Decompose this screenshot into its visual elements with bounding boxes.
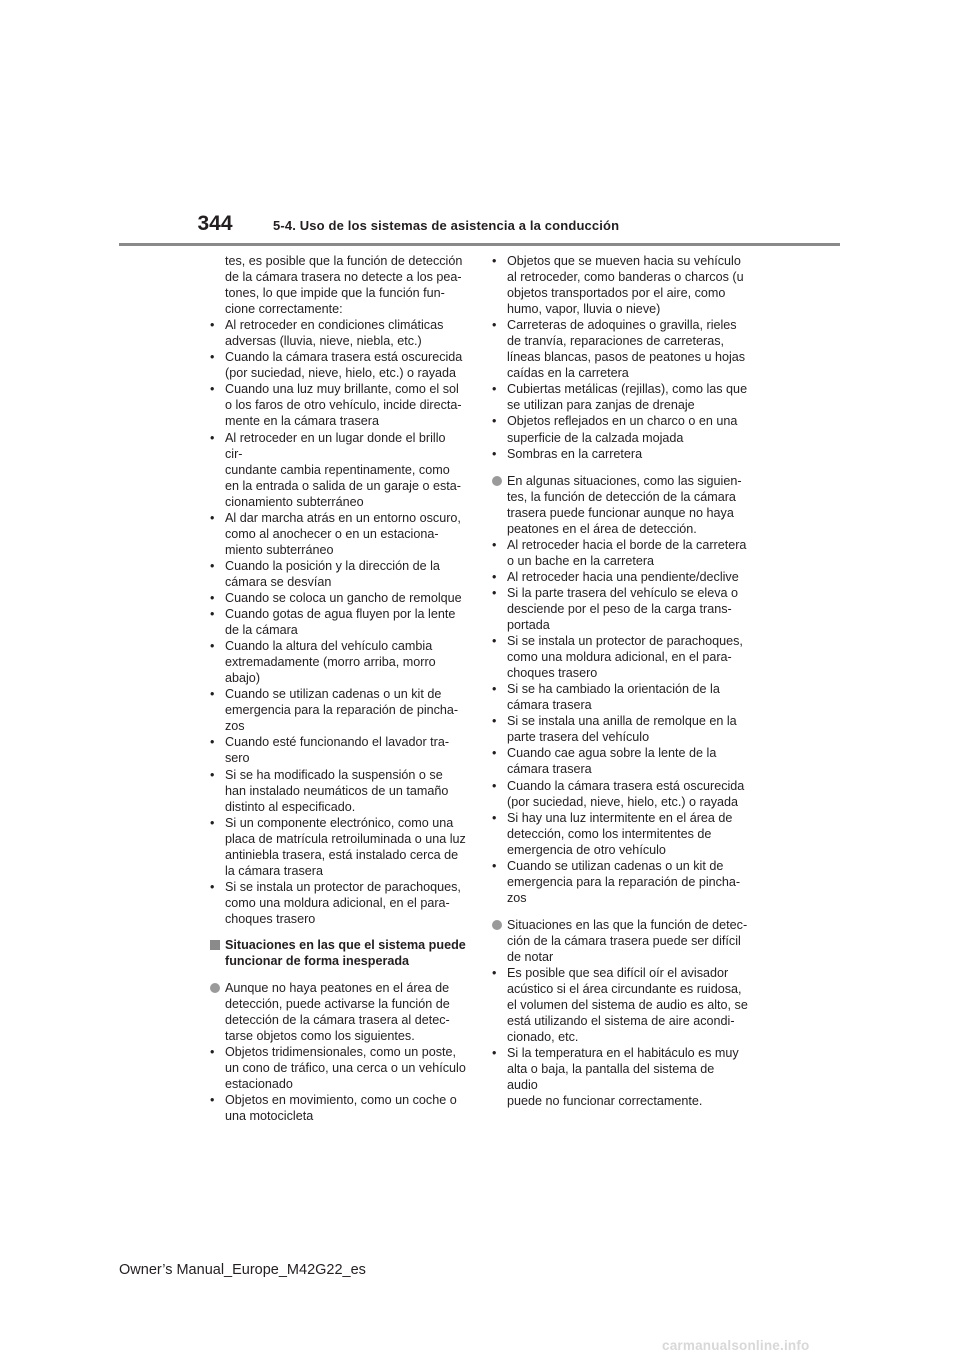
text-line: una motocicleta <box>225 1109 314 1124</box>
text-line: Cuando se coloca un gancho de remolque <box>225 590 462 605</box>
bullet-dot-icon: • <box>492 858 497 873</box>
text-line: o un bache en la carretera <box>507 553 655 568</box>
text-line: Si hay una luz intermitente en el área de <box>507 810 733 825</box>
list-item <box>492 681 748 713</box>
text-line: Objetos reflejados en un charco o en una <box>507 414 738 429</box>
list-item <box>492 537 748 569</box>
text-line: trasera puede funcionar aunque no haya <box>507 505 734 520</box>
bullet-dot-icon: • <box>210 1045 215 1060</box>
bullet-dot-icon: • <box>492 537 497 552</box>
text-line: emergencia para la reparación de pincha- <box>507 874 741 889</box>
text-line: la cámara trasera <box>225 863 323 878</box>
text-line: sero <box>225 751 250 766</box>
text-line: han instalado neumáticos de un tamaño <box>225 783 449 798</box>
bullet-dot-icon: • <box>210 558 215 573</box>
left-column <box>210 253 466 1124</box>
page-header <box>0 0 960 250</box>
text-line: Al retroceder en condiciones climáticas <box>225 318 444 333</box>
bullet-dot-icon: • <box>210 607 215 622</box>
text-line: como al anochecer o en un estaciona- <box>225 526 439 541</box>
text-line: Al retroceder hacia una pendiente/declive <box>507 569 739 584</box>
bullet-dot-icon: • <box>492 382 497 397</box>
circle-bullet-icon <box>492 476 502 486</box>
text-line: detección de la cámara trasera al detec- <box>225 1013 450 1028</box>
header-divider <box>119 243 840 246</box>
list-item <box>492 317 748 381</box>
text-line: emergencia de otro vehículo <box>507 842 666 857</box>
text-line: líneas blancas, pasos de peatones u hojas <box>507 350 746 365</box>
circle-item <box>210 980 466 1044</box>
circle-bullet-icon <box>210 983 220 993</box>
text-line: Sombras en la carretera <box>507 446 643 461</box>
circle-item <box>492 473 748 537</box>
text-line: emergencia para la reparación de pincha- <box>225 703 459 718</box>
text-line: humo, vapor, lluvia o nieve) <box>507 302 661 317</box>
text-line: mente en la cámara trasera <box>225 414 379 429</box>
text-line: detección, como los intermitentes de <box>507 826 712 841</box>
text-line: Si la parte trasera del vehículo se eleva o <box>507 585 739 600</box>
text-line: en la entrada o salida de un garaje o esta- <box>225 478 461 493</box>
bullet-list <box>210 317 466 927</box>
bullet-dot-icon: • <box>492 254 497 268</box>
text-line: cionado, etc. <box>507 1030 579 1045</box>
text-line: cámara trasera <box>507 762 592 777</box>
text-line: Objetos tridimensionales, como un poste, <box>225 1045 457 1060</box>
text-line: tones, lo que impide que la función fun- <box>225 286 445 301</box>
text-line: Al retroceder en un lugar donde el brillo cir- <box>225 430 446 461</box>
bullet-dot-icon: • <box>210 430 215 445</box>
list-item <box>492 569 748 585</box>
text-line: antiniebla trasera, está instalado cerca de <box>225 847 459 862</box>
bullet-dot-icon: • <box>492 1046 497 1061</box>
text-line: extremadamente (morro arriba, morro <box>225 655 436 670</box>
text-line: al retroceder, como banderas o charcos (u <box>507 270 744 285</box>
bullet-dot-icon: • <box>492 778 497 793</box>
text-line: adversas (lluvia, nieve, niebla, etc.) <box>225 334 422 349</box>
text-line: zos <box>225 719 245 734</box>
list-item <box>492 713 748 745</box>
text-line: como una moldura adicional, en el para- <box>507 650 732 665</box>
text-line: (por suciedad, nieve, hielo, etc.) o rayada <box>225 366 457 381</box>
text-line: como una moldura adicional, en el para- <box>225 895 450 910</box>
bullet-dot-icon: • <box>210 510 215 525</box>
text-line: Si se ha modificado la suspensión o se <box>225 767 443 782</box>
list-item <box>492 858 748 906</box>
bullet-list <box>492 965 748 1109</box>
text-line: En algunas situaciones, como las siguien- <box>507 473 742 488</box>
bullet-dot-icon: • <box>492 634 497 649</box>
list-item <box>492 810 748 858</box>
text-line: peatones en el área de detección. <box>507 521 697 536</box>
list-item <box>492 381 748 413</box>
text-line: placa de matrícula retroiluminada o una luz <box>225 831 466 846</box>
text-line: o los faros de otro vehículo, incide directa- <box>225 398 462 413</box>
text-line: Cuando cae agua sobre la lente de la <box>507 746 717 761</box>
list-item <box>210 815 466 879</box>
list-item <box>210 381 466 429</box>
text-line: alta o baja, la pantalla del sistema de audio <box>507 1062 715 1093</box>
list-item <box>210 430 466 510</box>
text-line: cámara se desvían <box>225 574 332 589</box>
text-line: Objetos que se mueven hacia su vehículo <box>507 254 741 268</box>
page-number: 344 <box>197 212 233 235</box>
text-line: Carreteras de adoquines o gravilla, rieles <box>507 318 737 333</box>
text-line: parte trasera del vehículo <box>507 730 650 745</box>
bullet-dot-icon: • <box>492 714 497 729</box>
square-bullet-icon <box>210 940 220 950</box>
text-line: desciende por el peso de la carga trans- <box>507 601 732 616</box>
list-item <box>210 558 466 590</box>
section-title: 5-4. Uso de los sistemas de asistencia a la conducción <box>273 218 620 233</box>
text-line: Si se ha cambiado la orientación de la <box>507 682 720 697</box>
list-item <box>492 778 748 810</box>
text-line: Si la temperatura en el habitáculo es muy <box>507 1046 739 1061</box>
list-item <box>492 633 748 681</box>
bullet-dot-icon: • <box>492 446 497 461</box>
right-column <box>492 253 748 1109</box>
text-line: (por suciedad, nieve, hielo, etc.) o rayada <box>507 794 739 809</box>
text-line: Situaciones en las que el sistema puede <box>225 937 466 952</box>
list-item <box>210 767 466 815</box>
text-line: Cuando una luz muy brillante, como el sol <box>225 382 459 397</box>
list-item <box>492 413 748 445</box>
bullet-dot-icon: • <box>210 767 215 782</box>
text-line: de notar <box>507 949 554 964</box>
bullet-dot-icon: • <box>492 810 497 825</box>
text-line: detección, puede activarse la función de <box>225 997 450 1012</box>
list-item <box>210 734 466 766</box>
text-line: Cuando gotas de agua fluyen por la lente <box>225 607 456 622</box>
text-line: cionamiento subterráneo <box>225 494 364 509</box>
bullet-dot-icon: • <box>210 318 215 333</box>
section-heading <box>210 937 466 969</box>
intro-paragraph <box>210 253 466 317</box>
circle-item <box>492 917 748 965</box>
bullet-dot-icon: • <box>492 585 497 600</box>
bullet-dot-icon: • <box>492 414 497 429</box>
list-item <box>210 349 466 381</box>
text-line: Si se instala una anilla de remolque en la <box>507 714 737 729</box>
text-line: Cuando la cámara trasera está oscurecida <box>225 350 463 365</box>
bullet-dot-icon: • <box>492 746 497 761</box>
text-line: Aunque no haya peatones en el área de <box>225 981 450 996</box>
text-line: cámara trasera <box>507 698 592 713</box>
text-line: Cuando la altura del vehículo cambia <box>225 639 433 654</box>
list-item <box>210 1044 466 1092</box>
text-line: objetos transportados por el aire, como <box>507 286 726 301</box>
text-line: Cubiertas metálicas (rejillas), como las que <box>507 382 748 397</box>
list-item <box>492 745 748 777</box>
bullet-list <box>492 253 748 462</box>
list-item <box>210 606 466 638</box>
watermark: carmanualsonline.info <box>662 1338 810 1353</box>
text-line: tes, la función de detección de la cámara <box>507 489 736 504</box>
text-line: de la cámara <box>225 623 298 638</box>
bullet-dot-icon: • <box>492 569 497 584</box>
text-line: choques trasero <box>225 911 316 926</box>
text-line: distinto al especificado. <box>225 799 356 814</box>
text-line: estacionado <box>225 1077 293 1092</box>
bullet-dot-icon: • <box>210 735 215 750</box>
text-line: un cono de tráfico, una cerca o un vehículo <box>225 1061 466 1076</box>
list-item <box>210 1092 466 1124</box>
text-line: puede no funcionar correctamente. <box>507 1094 703 1109</box>
text-line: Cuando esté funcionando el lavador tra- <box>225 735 450 750</box>
text-line: Si se instala un protector de parachoques, <box>225 879 461 894</box>
text-line: tarse objetos como los siguientes. <box>225 1029 415 1044</box>
text-line: superficie de la calzada mojada <box>507 430 684 445</box>
text-line: Cuando la posición y la dirección de la <box>225 558 440 573</box>
list-item <box>210 686 466 734</box>
text-line: caídas en la carretera <box>507 366 629 381</box>
text-line: está utilizando el sistema de aire acondi- <box>507 1014 735 1029</box>
bullet-dot-icon: • <box>492 966 497 981</box>
text-line: Si un componente electrónico, como una <box>225 815 454 830</box>
bullet-dot-icon: • <box>210 1093 215 1108</box>
bullet-dot-icon: • <box>492 318 497 333</box>
text-line: Cuando la cámara trasera está oscurecida <box>507 778 745 793</box>
text-line: Al dar marcha atrás en un entorno oscuro, <box>225 510 461 525</box>
text-line: Es posible que sea difícil oír el avisador <box>507 966 729 981</box>
text-line: Cuando se utilizan cadenas o un kit de <box>507 858 724 873</box>
text-line: portada <box>507 618 550 633</box>
text-line: Al retroceder hacia el borde de la carretera <box>507 537 747 552</box>
list-item <box>210 590 466 606</box>
text-line: abajo) <box>225 671 261 686</box>
list-item <box>210 510 466 558</box>
bullet-dot-icon: • <box>210 382 215 397</box>
list-item <box>210 879 466 927</box>
circle-bullet-icon <box>492 920 502 930</box>
text-line: el volumen del sistema de audio es alto, se <box>507 998 748 1013</box>
bullet-dot-icon: • <box>210 815 215 830</box>
text-line: cundante cambia repentinamente, como <box>225 462 450 477</box>
list-item <box>492 585 748 633</box>
bullet-dot-icon: • <box>210 879 215 894</box>
bullet-list <box>210 1044 466 1124</box>
list-item <box>492 446 748 462</box>
text-line: cione correctamente: <box>225 302 343 317</box>
text-line: acústico si el área circundante es ruidosa, <box>507 982 742 997</box>
text-line: de la cámara trasera no detecte a los pea- <box>225 270 462 285</box>
bullet-dot-icon: • <box>492 682 497 697</box>
list-item <box>492 965 748 1045</box>
text-line: zos <box>507 890 527 905</box>
bullet-dot-icon: • <box>210 590 215 605</box>
text-line: Si se instala un protector de parachoques, <box>507 634 743 649</box>
bullet-list <box>492 537 748 906</box>
text-line: choques trasero <box>507 666 598 681</box>
bullet-dot-icon: • <box>210 639 215 654</box>
list-item <box>210 317 466 349</box>
text-line: Objetos en movimiento, como un coche o <box>225 1093 457 1108</box>
text-line: de tranvía, reparaciones de carreteras, <box>507 334 725 349</box>
text-line: se utilizan para zanjas de drenaje <box>507 398 695 413</box>
text-line: funcionar de forma inesperada <box>225 954 410 969</box>
list-item <box>492 253 748 317</box>
list-item <box>492 1045 748 1109</box>
bullet-dot-icon: • <box>210 687 215 702</box>
bullet-dot-icon: • <box>210 350 215 365</box>
list-item <box>210 638 466 686</box>
text-line: Cuando se utilizan cadenas o un kit de <box>225 687 442 702</box>
text-line: ción de la cámara trasera puede ser difícil <box>507 933 741 948</box>
text-line: miento subterráneo <box>225 542 334 557</box>
footer-manual-id: Owner’s Manual_Europe_M42G22_es <box>119 1262 366 1278</box>
text-line: Situaciones en las que la función de detec- <box>507 917 748 932</box>
text-line: tes, es posible que la función de detección <box>225 254 463 268</box>
